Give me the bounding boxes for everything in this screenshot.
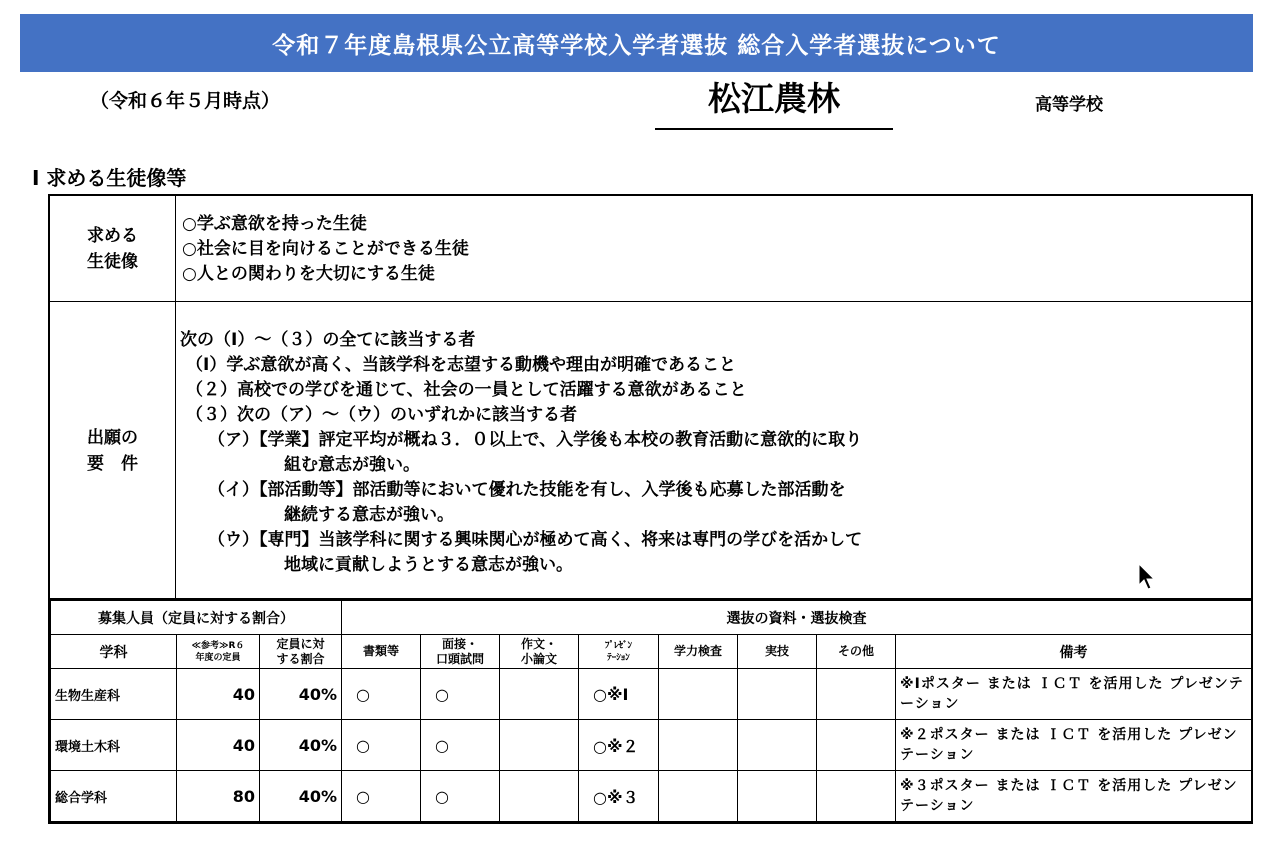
label-line: 要 件: [87, 454, 138, 474]
cell-other: [817, 669, 896, 720]
cell-presentation: ○※２: [579, 720, 659, 771]
desired-line: ○社会に目を向けることができる生徒: [182, 239, 469, 259]
desired-line: ○学ぶ意欲を持った生徒: [182, 214, 367, 234]
requirement-line: （イ）【部活動等】部活動等において優れた技能を有し、入学後も応募した部活動を: [208, 480, 846, 500]
cell-academic: [659, 720, 738, 771]
as-of-date: （令和６年５月時点）: [90, 90, 281, 112]
requirements-content: [180, 302, 1251, 600]
cell-quota: 80: [177, 771, 260, 822]
header-presentation: ﾌﾟﾚｾﾞﾝ ﾃｰｼｮﾝ: [579, 635, 659, 669]
desired-student-label: [50, 196, 176, 301]
page-banner-title: 令和７年度島根県公立高等学校入学者選抜 総合入学者選抜について: [20, 14, 1253, 72]
header-essay: 作文・ 小論文: [500, 635, 579, 669]
cell-remarks: ※２ポスター または ＩＣＴ を活用した プレゼンテーション: [896, 720, 1252, 771]
table-row: [51, 720, 1252, 771]
header-recruit-group: 募集人員（定員に対する割合）: [51, 601, 342, 635]
cell-essay: [500, 771, 579, 822]
label-line: 出願の: [87, 428, 138, 448]
cell-dept: 総合学科: [51, 771, 177, 822]
cell-other: [817, 771, 896, 822]
cell-docs: ○: [342, 720, 421, 771]
header-selection-group: 選抜の資料・選抜検査: [342, 601, 1252, 635]
requirement-line: （ア）【学業】評定平均が概ね３．０以上で、入学後も本校の教育活動に意欲的に取り: [208, 430, 863, 450]
school-suffix: 高等学校: [1035, 95, 1103, 115]
table-row: [51, 771, 1252, 822]
cell-remarks: ※Ⅰポスター または ＩＣＴ を活用した プレゼンテーション: [896, 669, 1252, 720]
desired-student-row: [50, 196, 1251, 302]
school-name: 松江農林: [655, 76, 893, 130]
requirement-line: （Ⅰ）学ぶ意欲が高く、当該学科を志望する動機や理由が明確であること: [186, 355, 736, 375]
cell-essay: [500, 669, 579, 720]
cell-quota: 40: [177, 669, 260, 720]
table-group-header-row: [51, 601, 1252, 635]
cell-docs: ○: [342, 669, 421, 720]
cell-docs: ○: [342, 771, 421, 822]
selection-table-box: [48, 598, 1253, 824]
requirements-row: [50, 302, 1251, 600]
requirement-line: 継続する意志が強い。: [284, 505, 454, 525]
header-quota-ref: ≪参考≫R６ 年度の定員: [177, 635, 260, 669]
cell-dept: 生物生産科: [51, 669, 177, 720]
cell-interview: ○: [421, 720, 500, 771]
cell-dept: 環境土木科: [51, 720, 177, 771]
table-column-header-row: [51, 635, 1252, 669]
label-line: 求める: [87, 225, 138, 246]
label-line: 生徒像: [87, 251, 138, 272]
cell-ratio: 40%: [260, 669, 342, 720]
header-other: その他: [817, 635, 896, 669]
cell-practical: [738, 720, 817, 771]
header-remarks: 備考: [896, 635, 1252, 669]
requirement-line: （ウ）【専門】当該学科に関する興味関心が極めて高く、将来は専門の学びを活かして: [208, 530, 863, 550]
cell-presentation: ○※Ⅰ: [579, 669, 659, 720]
cell-other: [817, 720, 896, 771]
cell-quota: 40: [177, 720, 260, 771]
header-interview: 面接・ 口頭試問: [421, 635, 500, 669]
cell-practical: [738, 669, 817, 720]
header-dept: 学科: [51, 635, 177, 669]
header-practical: 実技: [738, 635, 817, 669]
cell-presentation: ○※３: [579, 771, 659, 822]
cell-ratio: 40%: [260, 720, 342, 771]
requirement-line: （２）高校での学びを通じて、社会の一員として活躍する意欲があること: [186, 380, 747, 400]
desired-student-box: [48, 194, 1253, 600]
requirements-label: [50, 302, 176, 600]
section-title-desired-student: Ⅰ 求める生徒像等: [32, 166, 187, 190]
cell-ratio: 40%: [260, 771, 342, 822]
table-row: [51, 669, 1252, 720]
header-docs: 書類等: [342, 635, 421, 669]
header-academic: 学力検査: [659, 635, 738, 669]
requirement-line: 組む意志が強い。: [284, 455, 420, 475]
requirement-line: 次の（Ⅰ）～（３）の全てに該当する者: [180, 330, 476, 350]
selection-table: [50, 600, 1252, 822]
mouse-pointer-icon: [1138, 563, 1156, 591]
requirement-line: （３）次の（ア）～（ウ）のいずれかに該当する者: [186, 405, 577, 425]
desired-line: ○人との関わりを大切にする生徒: [182, 264, 435, 284]
cell-academic: [659, 669, 738, 720]
requirement-line: 地域に貢献しようとする意志が強い。: [284, 555, 573, 575]
cell-essay: [500, 720, 579, 771]
cell-interview: ○: [421, 669, 500, 720]
cell-remarks: ※３ポスター または ＩＣＴ を活用した プレゼンテーション: [896, 771, 1252, 822]
cell-practical: [738, 771, 817, 822]
cell-interview: ○: [421, 771, 500, 822]
desired-student-content: [180, 196, 1251, 301]
header-ratio: 定員に対 する割合: [260, 635, 342, 669]
cell-academic: [659, 771, 738, 822]
